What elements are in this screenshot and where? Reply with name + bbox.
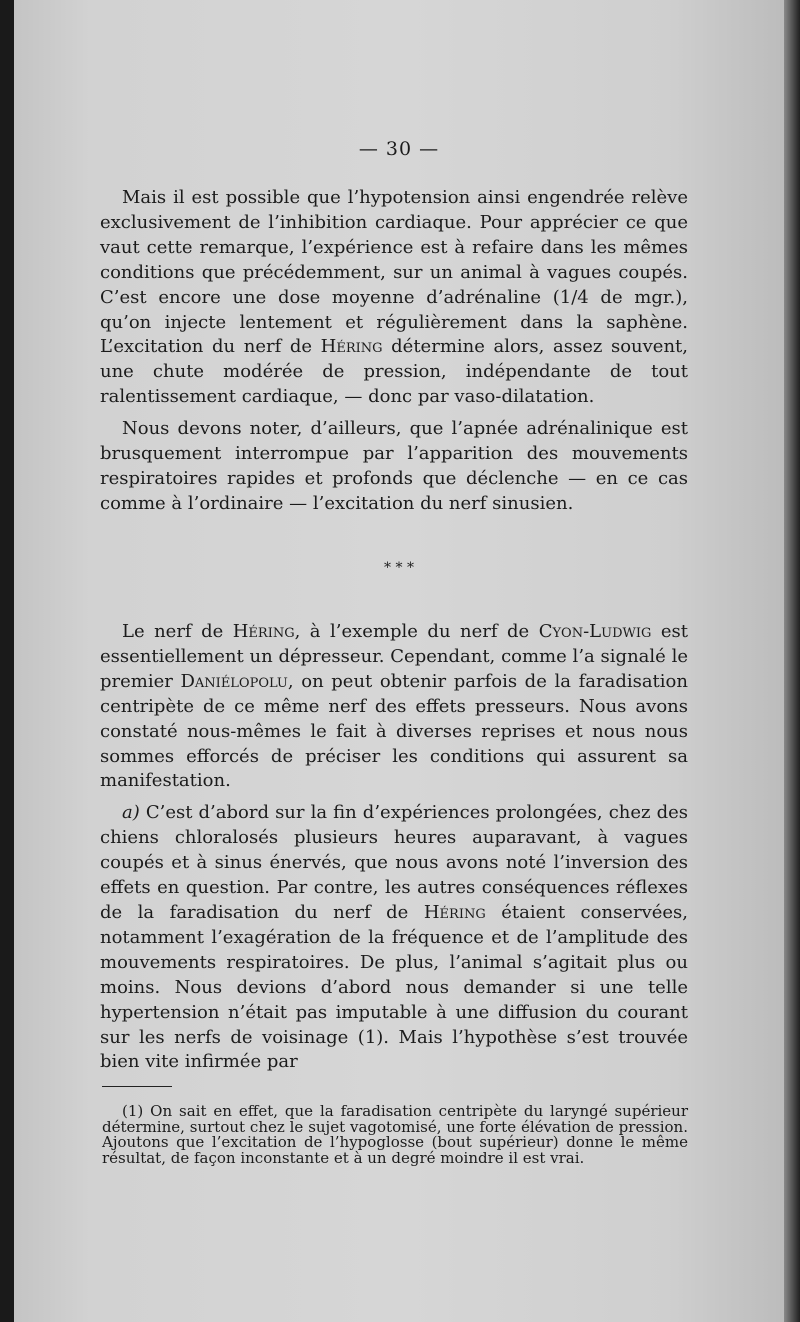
paragraph-depressor: Le nerf de Héring, à l’exemple du nerf de Cyon-Ludwig est essentiellement un dépresseur. Cependant, comme l’a signalé le premier Daniélopolu, on peut obtenir parfois de la faradisation centripète de ce même nerf des effets presseurs. Nous avons constaté nous-mêmes le fait à diverses reprises et nous nous sommes efforcés de préciser les conditions qui assurent sa manifestation. xyxy=(100,621,688,792)
author-name-danielopolu: Daniélopolu xyxy=(180,670,288,692)
author-name-hering: Héring xyxy=(423,901,486,923)
list-label-a: a) xyxy=(122,802,140,824)
section-asterism: * * * xyxy=(384,560,414,576)
paragraph-a: a) C’est d’abord sur la fin d’expériences prolongées, chez des chiens chloralosés plusieurs heures auparavant, à vagues coupés et à sinus énervés, que nous avons noté l’inversion des effets en question. Par contre, les autres conséquences réflexes de la faradisation du nerf de Héring étaient conservées, notamment l’exagération de la fréquence et de l’amplitude des mouvements respiratoires. De plus, l’animal s’agitait plus ou moins. Nous devions d’abord nous demander si une telle hypertension n’était pas imputable à une diffusion du courant sur les nerfs de voisinage (1). Mais l’hypothèse s’est trouvée bien vite infirmée par xyxy=(100,802,688,1073)
footnote-divider xyxy=(102,1086,172,1087)
document-page xyxy=(14,0,784,1322)
page-number: — 30 — xyxy=(358,138,440,160)
page-edge-shadow xyxy=(784,0,800,1322)
author-name-hering: Héring xyxy=(320,336,383,358)
footnote-text: (1) On sait en effet, que la faradisation centripète du laryngé supérieur détermine, surtout chez le sujet vagotomisé, une forte élévation de pression. Ajoutons que l’excitation de l’hypoglosse (bout supérieur) donne le même résultat, de façon inconstante et à un degré moindre il est vrai. xyxy=(102,1102,688,1167)
author-name-cyon-ludwig: Cyon-Ludwig xyxy=(538,621,652,642)
paragraph-apnea: Nous devons noter, d’ailleurs, que l’apnée adrénalinique est brusquement interrompue par l’apparition des mouvements respiratoires rapides et profonds que déclenche — en ce cas comme à l’ordinaire — l’excitation du nerf sinusien. xyxy=(100,418,688,514)
paragraph-hypotension: Mais il est possible que l’hypotension ainsi engendrée relève exclusivement de l’inhibition cardiaque. Pour apprécier ce que vaut cette remarque, l’expérience est à refaire dans les mêmes conditions que précédemment, sur un animal à vagues coupés. C’est encore une dose moyenne d’adrénaline (1/4 de mgr.), qu’on injecte lentement et régulièrement dans la saphène. L’excitation du nerf de Héring détermine alors, assez souvent, une chute modérée de pression, indépendante de tout ralentissement cardiaque, — donc par vaso-dilatation. xyxy=(100,187,688,408)
text-section-2 xyxy=(100,620,688,1075)
author-name-hering: Héring xyxy=(232,621,295,642)
text-section-1 xyxy=(100,186,688,517)
footnote xyxy=(102,1104,688,1166)
